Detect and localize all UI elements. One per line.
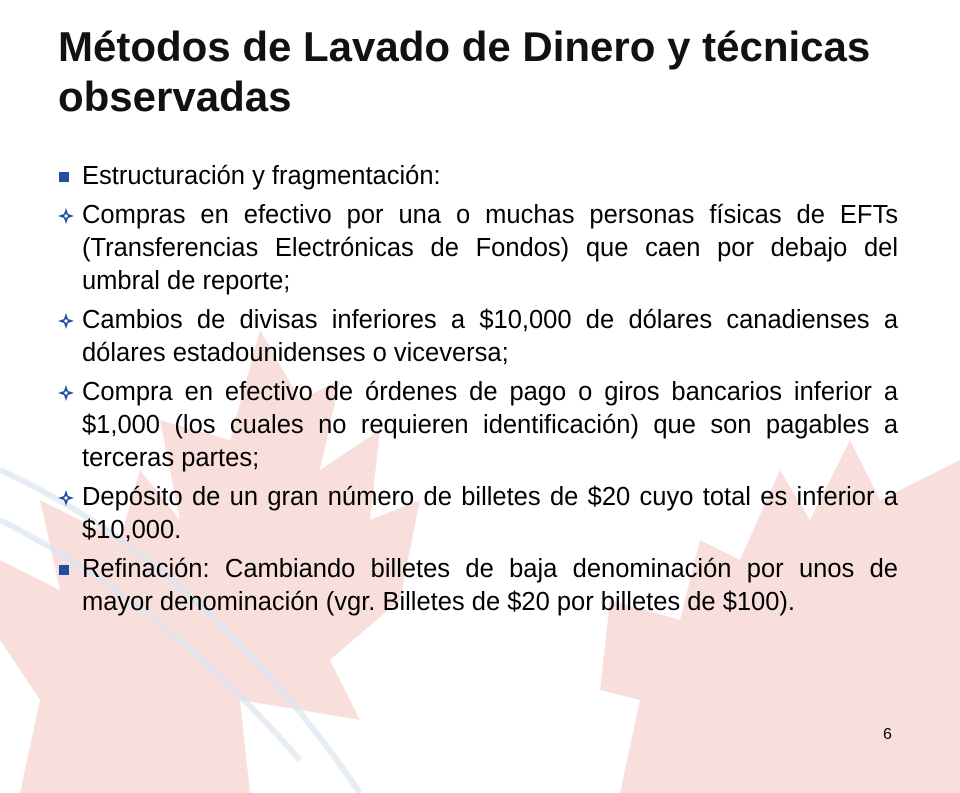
slide-title: Métodos de Lavado de Dinero y técnicas observadas — [58, 23, 871, 120]
page-number: 6 — [883, 726, 892, 743]
bullet-text: Compra en efectivo de órdenes de pago o giros bancarios inferior a $1,000 (los cuales no requieren identificación) que son pagables a terceras partes; — [82, 378, 898, 472]
bullet-text: Estructuración y fragmentación: — [82, 162, 441, 190]
bullet-item — [58, 376, 898, 475]
diamond-bullet-icon — [58, 304, 80, 337]
bullet-item — [58, 304, 898, 370]
bullet-text: Depósito de un gran número de billetes de $20 cuyo total es inferior a $10,000. — [82, 483, 898, 544]
bullet-item — [58, 160, 898, 193]
bullet-text: Cambios de divisas inferiores a $10,000 de dólares canadienses a dólares estadounidenses o viceversa; — [82, 306, 898, 367]
diamond-bullet-icon — [58, 376, 80, 409]
bullet-item — [58, 199, 898, 298]
square-bullet-icon — [59, 172, 69, 182]
diamond-bullet-icon — [58, 199, 80, 232]
bullet-item — [58, 553, 898, 619]
bullet-item — [58, 481, 898, 547]
square-bullet-icon — [59, 565, 69, 575]
bullet-text: Compras en efectivo por una o muchas personas físicas de EFTs (Transferencias Electrónicas de Fondos) que caen por debajo del umbral de reporte; — [82, 201, 898, 295]
bullet-list — [58, 160, 898, 625]
bullet-text: Refinación: Cambiando billetes de baja denominación por unos de mayor denominación (vgr. Billetes de $20 por billetes de $100). — [82, 555, 898, 616]
diamond-bullet-icon — [58, 481, 80, 514]
